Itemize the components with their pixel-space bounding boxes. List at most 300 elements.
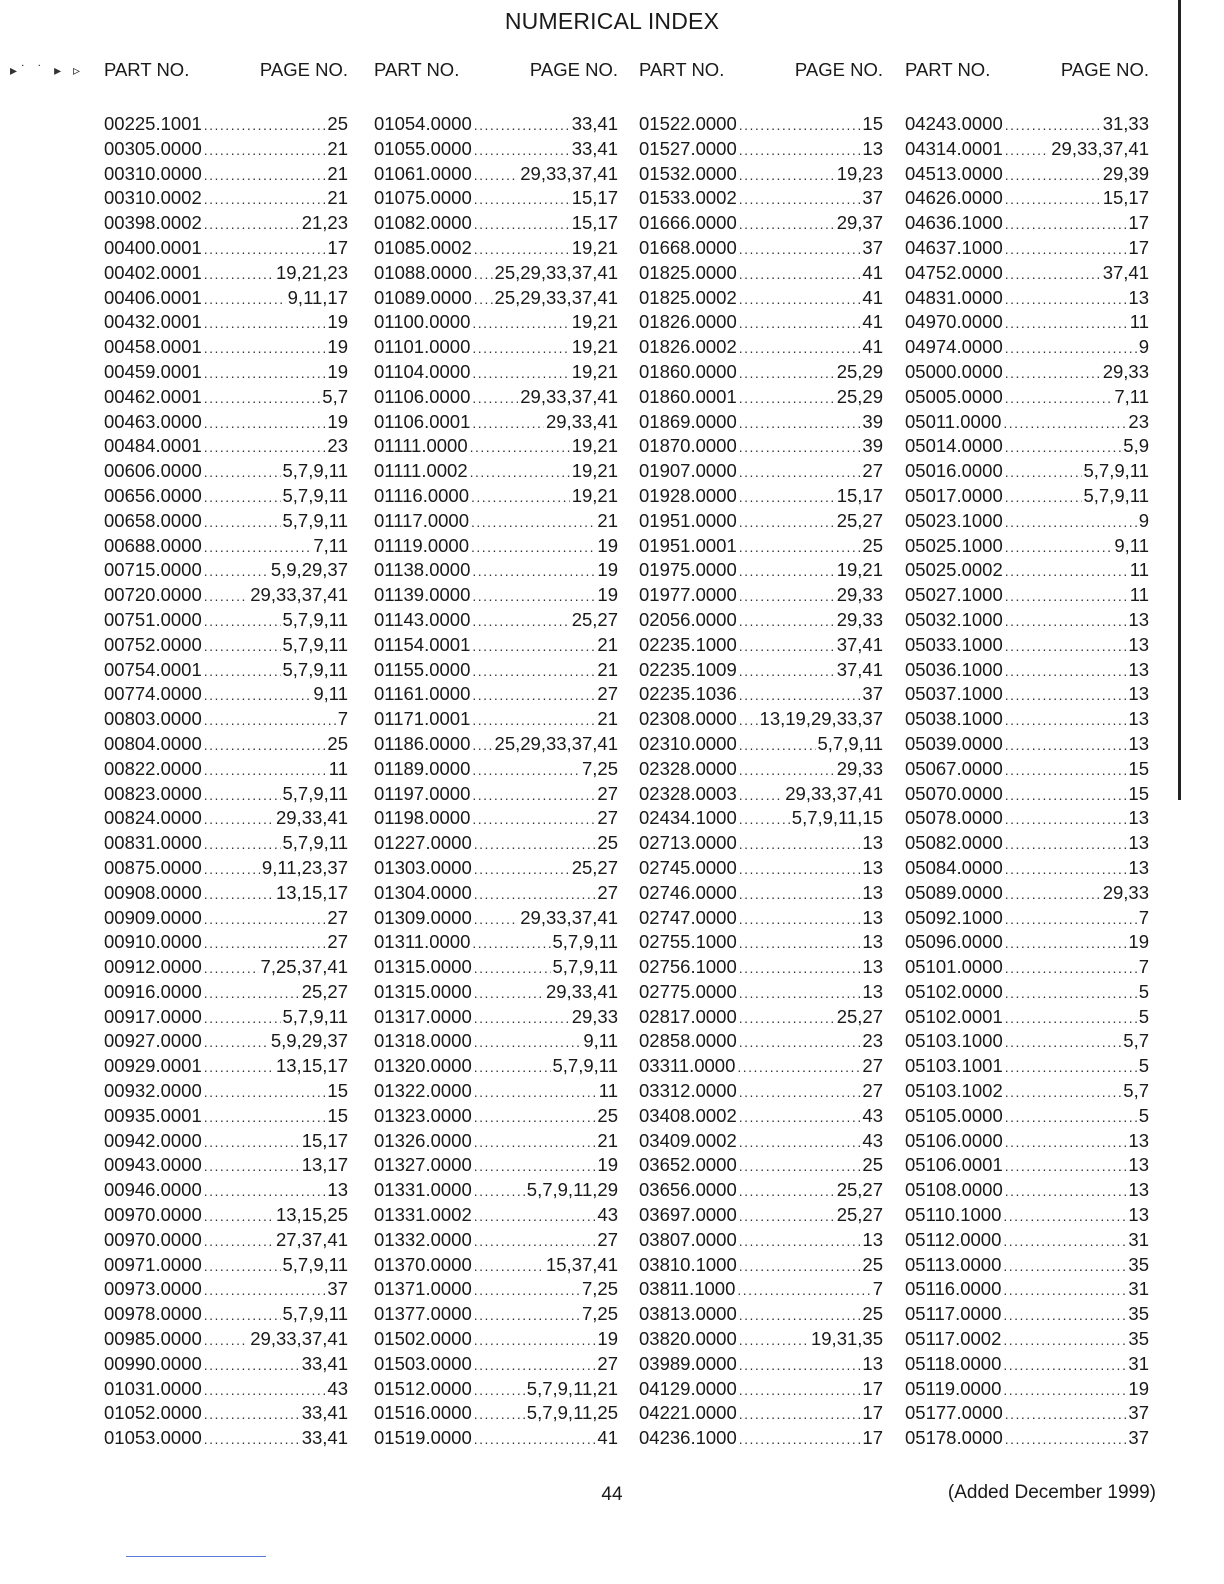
part-number: 05117.0000 bbox=[905, 1303, 1002, 1325]
page-numbers: 5,7 bbox=[322, 385, 348, 407]
dot-leader bbox=[1005, 1129, 1127, 1151]
dot-leader bbox=[1005, 856, 1127, 878]
index-row bbox=[104, 186, 348, 211]
dot-leader bbox=[1005, 236, 1127, 258]
part-number: 05106.0001 bbox=[905, 1154, 1003, 1176]
part-number: 00970.0000 bbox=[104, 1204, 202, 1226]
index-row bbox=[374, 1203, 618, 1228]
index-row bbox=[374, 1401, 618, 1426]
page-numbers: 13 bbox=[862, 832, 883, 854]
page-numbers: 19 bbox=[327, 336, 348, 358]
part-number: 00606.0000 bbox=[104, 460, 202, 482]
dot-leader bbox=[1005, 310, 1128, 332]
dot-leader bbox=[474, 906, 519, 928]
index-row bbox=[374, 707, 618, 732]
part-number: 01085.0002 bbox=[374, 236, 472, 258]
part-number: 05102.0000 bbox=[905, 980, 1003, 1002]
page-numbers: 27 bbox=[862, 1080, 883, 1102]
page-numbers: 41 bbox=[862, 336, 883, 358]
page-numbers: 37,41 bbox=[836, 633, 883, 655]
page-numbers: 41 bbox=[597, 1427, 618, 1449]
page-numbers: 13 bbox=[862, 856, 883, 878]
index-row bbox=[104, 137, 348, 162]
dot-leader bbox=[204, 1129, 300, 1151]
index-row bbox=[374, 955, 618, 980]
part-number: 01371.0000 bbox=[374, 1278, 472, 1300]
dot-leader bbox=[739, 1178, 835, 1200]
index-row bbox=[905, 658, 1149, 683]
dot-leader bbox=[204, 682, 312, 704]
index-row bbox=[905, 410, 1149, 435]
part-number: 01189.0000 bbox=[374, 757, 471, 779]
part-number: 01869.0000 bbox=[639, 410, 737, 432]
dot-leader bbox=[474, 1426, 596, 1448]
index-row bbox=[905, 831, 1149, 856]
dot-leader bbox=[474, 1054, 551, 1076]
index-row bbox=[639, 1426, 883, 1451]
page-numbers: 9,11 bbox=[583, 1030, 618, 1052]
page-title: NUMERICAL INDEX bbox=[504, 8, 720, 34]
page-numbers: 19 bbox=[327, 311, 348, 333]
dot-leader bbox=[1005, 682, 1127, 704]
dot-leader bbox=[474, 186, 570, 208]
part-number: 00971.0000 bbox=[104, 1253, 202, 1275]
page-numbers: 19,23 bbox=[836, 162, 883, 184]
index-row bbox=[905, 1352, 1149, 1377]
index-row bbox=[639, 658, 883, 683]
dot-leader bbox=[1005, 930, 1127, 952]
dot-leader bbox=[1005, 881, 1101, 903]
page-numbers: 19,21,23 bbox=[275, 261, 348, 283]
page-numbers: 19,21 bbox=[836, 559, 883, 581]
page-numbers: 5,9,29,37 bbox=[270, 559, 348, 581]
index-row bbox=[104, 310, 348, 335]
page-numbers: 41 bbox=[862, 311, 883, 333]
dot-leader bbox=[472, 633, 595, 655]
part-number: 02328.0003 bbox=[639, 782, 737, 804]
dot-leader bbox=[1005, 732, 1127, 754]
part-number: 00774.0000 bbox=[104, 683, 202, 705]
page-numbers: 13 bbox=[1128, 1154, 1149, 1176]
index-row bbox=[374, 1277, 618, 1302]
dot-leader bbox=[204, 558, 269, 580]
page-numbers: 43 bbox=[862, 1104, 883, 1126]
dot-leader bbox=[474, 1079, 597, 1101]
page-numbers: 25,27 bbox=[836, 1179, 883, 1201]
part-number: 02713.0000 bbox=[639, 832, 737, 854]
index-row bbox=[639, 1277, 883, 1302]
page-numbers: 5,9 bbox=[1123, 435, 1149, 457]
index-row bbox=[905, 434, 1149, 459]
dot-leader bbox=[470, 459, 570, 481]
part-number: 05016.0000 bbox=[905, 460, 1003, 482]
part-number: 00656.0000 bbox=[104, 484, 202, 506]
dot-leader bbox=[204, 335, 326, 357]
page-numbers: 29,33,37,41 bbox=[250, 1328, 348, 1350]
page-numbers: 21 bbox=[597, 1129, 618, 1151]
part-number: 02328.0000 bbox=[639, 757, 737, 779]
part-number: 00658.0000 bbox=[104, 509, 202, 531]
page-numbers: 19 bbox=[327, 410, 348, 432]
index-row bbox=[905, 360, 1149, 385]
dot-leader bbox=[204, 385, 321, 407]
part-number: 01138.0000 bbox=[374, 559, 471, 581]
index-row bbox=[639, 707, 883, 732]
index-row bbox=[905, 558, 1149, 583]
page-numbers: 29,33,37,41 bbox=[250, 584, 348, 606]
page-numbers: 27 bbox=[597, 782, 618, 804]
page-numbers: 13 bbox=[1128, 708, 1149, 730]
index-row bbox=[104, 434, 348, 459]
part-number: 05017.0000 bbox=[905, 484, 1003, 506]
page-numbers: 7,25 bbox=[581, 757, 618, 779]
page-numbers: 9,11 bbox=[313, 683, 348, 705]
dot-leader bbox=[1005, 1079, 1122, 1101]
index-row bbox=[104, 1377, 348, 1402]
part-number: 01171.0001 bbox=[374, 708, 471, 730]
part-number: 01317.0000 bbox=[374, 1005, 472, 1027]
page-numbers: 21 bbox=[327, 137, 348, 159]
part-number: 05078.0000 bbox=[905, 807, 1003, 829]
dot-leader bbox=[1005, 806, 1127, 828]
page-numbers: 17 bbox=[862, 1402, 883, 1424]
index-row bbox=[374, 881, 618, 906]
dot-leader bbox=[204, 1054, 274, 1076]
dot-leader bbox=[1005, 434, 1122, 456]
dot-leader bbox=[471, 484, 570, 506]
page-numbers: 29,37 bbox=[836, 212, 883, 234]
page-numbers: 25,29 bbox=[836, 360, 883, 382]
page-numbers: 11 bbox=[1129, 559, 1149, 581]
part-number: 03810.1000 bbox=[639, 1253, 737, 1275]
part-number: 02308.0000 bbox=[639, 708, 737, 730]
page-numbers: 5 bbox=[1138, 1055, 1149, 1077]
page-numbers: 5,7,9,11 bbox=[552, 1055, 618, 1077]
dot-leader bbox=[739, 633, 835, 655]
page-numbers: 19 bbox=[597, 584, 618, 606]
dot-leader bbox=[1005, 1178, 1127, 1200]
index-row bbox=[374, 385, 618, 410]
part-number: 05025.1000 bbox=[905, 534, 1003, 556]
index-row bbox=[905, 310, 1149, 335]
part-number: 05036.1000 bbox=[905, 658, 1003, 680]
part-number: 01860.0001 bbox=[639, 385, 737, 407]
part-number: 05067.0000 bbox=[905, 757, 1003, 779]
page-numbers: 29,33,41 bbox=[545, 410, 618, 432]
page-numbers: 27 bbox=[862, 1055, 883, 1077]
index-row bbox=[905, 1401, 1149, 1426]
page-numbers: 5,7,9,11 bbox=[282, 460, 348, 482]
dot-leader bbox=[474, 211, 570, 233]
part-number: 01503.0000 bbox=[374, 1352, 472, 1374]
page-numbers: 37 bbox=[862, 683, 883, 705]
part-number: 00929.0001 bbox=[104, 1055, 202, 1077]
index-row bbox=[905, 856, 1149, 881]
index-row bbox=[639, 434, 883, 459]
part-number: 01315.0000 bbox=[374, 956, 472, 978]
part-number: 01117.0000 bbox=[374, 509, 469, 531]
part-number: 01512.0000 bbox=[374, 1377, 472, 1399]
index-row bbox=[639, 186, 883, 211]
page-numbers: 13 bbox=[1128, 732, 1149, 754]
page-numbers: 19 bbox=[327, 360, 348, 382]
page-numbers: 25 bbox=[327, 732, 348, 754]
page-numbers: 13,15,17 bbox=[275, 1055, 348, 1077]
page-no-header: PAGE NO. bbox=[529, 59, 618, 80]
index-row bbox=[374, 534, 618, 559]
dot-leader bbox=[204, 881, 274, 903]
index-row bbox=[905, 980, 1149, 1005]
dot-leader bbox=[474, 112, 570, 134]
dot-leader bbox=[1005, 186, 1101, 208]
part-number: 01826.0002 bbox=[639, 336, 737, 358]
dot-leader bbox=[739, 211, 835, 233]
dot-leader bbox=[204, 186, 326, 208]
dot-leader bbox=[1005, 1426, 1127, 1448]
dot-leader bbox=[474, 856, 570, 878]
index-row bbox=[905, 335, 1149, 360]
part-number: 00970.0000 bbox=[104, 1228, 202, 1250]
index-row bbox=[374, 782, 618, 807]
index-row bbox=[374, 1104, 618, 1129]
page-numbers: 5,7,9,11 bbox=[282, 608, 348, 630]
part-number: 01075.0000 bbox=[374, 187, 472, 209]
part-number: 01516.0000 bbox=[374, 1402, 472, 1424]
index-row bbox=[104, 484, 348, 509]
dot-leader bbox=[472, 558, 595, 580]
page-numbers: 27 bbox=[862, 460, 883, 482]
dot-leader bbox=[472, 608, 569, 630]
index-row bbox=[104, 1005, 348, 1030]
index-row bbox=[104, 1327, 348, 1352]
page-numbers: 5,7,9,11 bbox=[282, 658, 348, 680]
page-numbers: 29,33,37,41 bbox=[1051, 137, 1149, 159]
index-row bbox=[104, 1228, 348, 1253]
page-numbers: 21 bbox=[597, 509, 618, 531]
part-number: 00402.0001 bbox=[104, 261, 202, 283]
dot-leader bbox=[1005, 1054, 1137, 1076]
page-numbers: 37 bbox=[862, 236, 883, 258]
page-numbers: 29,33,37,41 bbox=[520, 906, 618, 928]
part-number: 01061.0000 bbox=[374, 162, 472, 184]
part-number: 05113.0000 bbox=[905, 1253, 1002, 1275]
part-number: 00754.0001 bbox=[104, 658, 202, 680]
part-number: 04637.1000 bbox=[905, 236, 1003, 258]
index-row bbox=[374, 1228, 618, 1253]
dot-leader bbox=[737, 1277, 870, 1299]
part-number: 05005.0000 bbox=[905, 385, 1003, 407]
dot-leader bbox=[204, 1178, 326, 1200]
index-rows bbox=[374, 112, 618, 1451]
part-number: 00909.0000 bbox=[104, 906, 202, 928]
index-row bbox=[905, 608, 1149, 633]
part-number: 05178.0000 bbox=[905, 1427, 1003, 1449]
page-numbers: 5,7,9,11 bbox=[817, 732, 883, 754]
page-numbers: 25 bbox=[862, 1253, 883, 1275]
page-numbers: 25,27 bbox=[571, 608, 618, 630]
page-numbers: 7 bbox=[872, 1278, 883, 1300]
part-number: 00463.0000 bbox=[104, 410, 202, 432]
part-number: 05011.0000 bbox=[905, 410, 1002, 432]
page-numbers: 31 bbox=[1128, 1352, 1149, 1374]
dot-leader bbox=[1005, 534, 1113, 556]
dot-leader bbox=[1005, 360, 1101, 382]
dot-leader bbox=[739, 112, 861, 134]
dot-leader bbox=[204, 112, 326, 134]
dot-leader bbox=[472, 360, 569, 382]
index-row bbox=[374, 583, 618, 608]
part-number: 03652.0000 bbox=[639, 1154, 737, 1176]
dot-leader bbox=[204, 1079, 326, 1101]
index-row bbox=[104, 707, 348, 732]
dot-leader bbox=[474, 1029, 582, 1051]
index-row bbox=[639, 286, 883, 311]
dot-leader bbox=[474, 1104, 596, 1126]
index-row bbox=[374, 1426, 618, 1451]
page-numbers: 5,7,9,11 bbox=[282, 633, 348, 655]
dot-leader bbox=[472, 707, 595, 729]
part-number: 00310.0000 bbox=[104, 162, 202, 184]
page-numbers: 19,21 bbox=[571, 236, 618, 258]
index-rows bbox=[104, 112, 348, 1451]
page-numbers: 29,33,41 bbox=[275, 807, 348, 829]
page-numbers: 13 bbox=[862, 980, 883, 1002]
part-number: 01522.0000 bbox=[639, 113, 737, 134]
dot-leader bbox=[739, 162, 835, 184]
page-numbers: 25,27 bbox=[301, 980, 348, 1002]
index-row bbox=[905, 211, 1149, 236]
part-number: 00935.0001 bbox=[104, 1104, 202, 1126]
part-no-header: PART NO. bbox=[905, 59, 991, 80]
part-number: 01111.0002 bbox=[374, 460, 468, 482]
page-numbers: 9,11,17 bbox=[287, 286, 348, 308]
part-number: 00400.0001 bbox=[104, 236, 202, 258]
part-number: 03408.0002 bbox=[639, 1104, 737, 1126]
page-numbers: 19,21 bbox=[571, 435, 618, 457]
dot-leader bbox=[739, 1352, 861, 1374]
page-numbers: 33,41 bbox=[571, 113, 618, 134]
page-numbers: 13 bbox=[862, 881, 883, 903]
dot-leader bbox=[739, 757, 835, 779]
dot-leader bbox=[1005, 906, 1137, 928]
page-numbers: 5,7,9,11 bbox=[282, 509, 348, 531]
page-numbers: 5,7,9,11 bbox=[552, 956, 618, 978]
part-number: 03312.0000 bbox=[639, 1080, 737, 1102]
dot-leader bbox=[739, 1426, 861, 1448]
dot-leader bbox=[1005, 286, 1127, 308]
index-row bbox=[639, 1129, 883, 1154]
part-number: 01104.0000 bbox=[374, 360, 471, 382]
part-number: 01116.0000 bbox=[374, 484, 469, 506]
index-row bbox=[905, 806, 1149, 831]
dot-leader bbox=[1005, 1005, 1137, 1027]
index-row bbox=[104, 1153, 348, 1178]
page-numbers: 5,7,9,11 bbox=[282, 782, 348, 804]
index-row bbox=[104, 112, 348, 137]
part-number: 01161.0000 bbox=[374, 683, 471, 705]
index-row bbox=[374, 831, 618, 856]
part-number: 03311.0000 bbox=[639, 1055, 736, 1077]
index-row bbox=[639, 1352, 883, 1377]
dot-leader bbox=[470, 434, 570, 456]
page-numbers: 13,15,17 bbox=[275, 881, 348, 903]
page-numbers: 15 bbox=[862, 113, 883, 134]
dot-leader bbox=[204, 980, 300, 1002]
index-row bbox=[104, 881, 348, 906]
part-number: 03409.0002 bbox=[639, 1129, 737, 1151]
index-row bbox=[639, 782, 883, 807]
part-number: 05108.0000 bbox=[905, 1179, 1003, 1201]
part-number: 05119.0000 bbox=[905, 1377, 1002, 1399]
index-row bbox=[104, 806, 348, 831]
page-numbers: 25,27 bbox=[571, 856, 618, 878]
page-numbers: 41 bbox=[862, 286, 883, 308]
page-numbers: 13 bbox=[1128, 832, 1149, 854]
part-number: 01322.0000 bbox=[374, 1080, 472, 1102]
part-number: 04636.1000 bbox=[905, 212, 1003, 234]
dot-leader bbox=[472, 583, 595, 605]
dot-leader bbox=[1005, 955, 1137, 977]
part-number: 05110.1000 bbox=[905, 1204, 1002, 1226]
dot-leader bbox=[739, 1203, 835, 1225]
column-header bbox=[104, 58, 348, 112]
part-number: 00752.0000 bbox=[104, 633, 202, 655]
page-numbers: 15,17 bbox=[836, 484, 883, 506]
dot-leader bbox=[739, 1005, 835, 1027]
dot-leader bbox=[1005, 211, 1127, 233]
index-row bbox=[374, 360, 618, 385]
dot-leader bbox=[474, 955, 551, 977]
part-number: 05014.0000 bbox=[905, 435, 1003, 457]
index-row bbox=[905, 186, 1149, 211]
index-row bbox=[104, 335, 348, 360]
index-row bbox=[639, 1228, 883, 1253]
dot-leader bbox=[1003, 1352, 1126, 1374]
index-row bbox=[104, 1203, 348, 1228]
index-row bbox=[905, 1228, 1149, 1253]
part-number: 01088.0000 bbox=[374, 261, 472, 283]
part-number: 01870.0000 bbox=[639, 435, 737, 457]
dot-leader bbox=[474, 1277, 580, 1299]
part-number: 00803.0000 bbox=[104, 708, 202, 730]
page-numbers: 17 bbox=[862, 1427, 883, 1449]
page-numbers: 25,29,33,37,41 bbox=[494, 261, 618, 283]
page-numbers: 19,21 bbox=[571, 360, 618, 382]
page-numbers: 17 bbox=[1128, 236, 1149, 258]
dot-leader bbox=[204, 360, 326, 382]
part-number: 00985.0000 bbox=[104, 1328, 202, 1350]
dot-leader bbox=[204, 410, 326, 432]
dot-leader bbox=[739, 335, 861, 357]
part-number: 05102.0001 bbox=[905, 1005, 1003, 1027]
dot-leader bbox=[204, 1377, 326, 1399]
index-row bbox=[104, 682, 348, 707]
part-number: 05117.0002 bbox=[905, 1328, 1002, 1350]
page-numbers: 13 bbox=[327, 1179, 348, 1201]
page-numbers: 5,7,9,11 bbox=[282, 1253, 348, 1275]
index-row bbox=[374, 658, 618, 683]
page-numbers: 31 bbox=[1128, 1228, 1149, 1250]
index-row bbox=[639, 1377, 883, 1402]
dot-leader bbox=[204, 831, 281, 853]
page-numbers: 9 bbox=[1138, 509, 1149, 531]
index-row bbox=[104, 162, 348, 187]
index-row bbox=[104, 360, 348, 385]
index-column-1 bbox=[104, 58, 348, 1451]
part-number: 00406.0001 bbox=[104, 286, 202, 308]
part-number: 04243.0000 bbox=[905, 113, 1003, 134]
page-numbers: 9 bbox=[1138, 336, 1149, 358]
